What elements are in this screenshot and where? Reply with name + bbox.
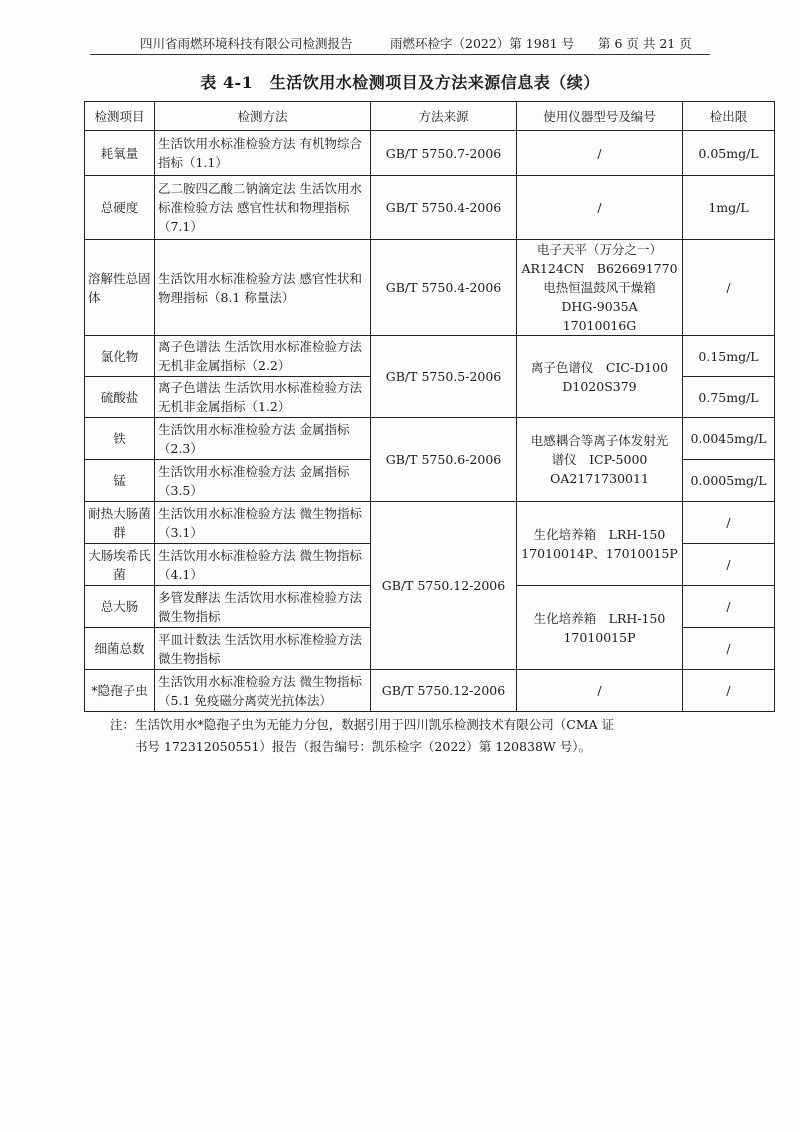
cell-source: GB/T 5750.12-2006 <box>371 502 517 670</box>
cell-limit: 0.15mg/L <box>683 336 775 377</box>
header-report-number: 雨燃环检字（2022）第 1981 号 <box>390 36 575 51</box>
cell-limit: / <box>683 586 775 628</box>
cell-instrument: / <box>517 176 683 240</box>
cell-item: *隐孢子虫 <box>85 670 155 712</box>
cell-item: 耗氧量 <box>85 131 155 176</box>
cell-method: 生活饮用水标准检验方法 金属指标（2.3） <box>155 418 371 460</box>
cell-method: 生活饮用水标准检验方法 有机物综合指标（1.1） <box>155 131 371 176</box>
cell-limit: / <box>683 544 775 586</box>
cell-method: 平皿计数法 生活饮用水标准检验方法 微生物指标 <box>155 628 371 670</box>
instrument-line: D1020S379 <box>562 378 637 394</box>
instrument-line: 生化培养箱 LRH-150 <box>533 610 666 626</box>
cell-method: 离子色谱法 生活饮用水标准检验方法 无机非金属指标（2.2） <box>155 336 371 377</box>
header-source: 方法来源 <box>371 102 517 131</box>
cell-item: 细菌总数 <box>85 628 155 670</box>
table-row <box>85 240 775 336</box>
instrument-line: 离子色谱仪 CIC-D100 <box>530 359 669 375</box>
table-row <box>85 336 775 377</box>
header-limit: 检出限 <box>683 102 775 131</box>
cell-instrument <box>517 502 683 586</box>
cell-item: 大肠埃希氏菌 <box>85 544 155 586</box>
instrument-line: 电热恒温鼓风干燥箱 <box>543 280 656 295</box>
cell-item: 铁 <box>85 418 155 460</box>
cell-instrument <box>517 336 683 418</box>
cell-source: GB/T 5750.5-2006 <box>371 336 517 418</box>
methods-table <box>84 101 775 712</box>
instrument-line: 电子天平（万分之一） <box>536 242 662 257</box>
cell-source: GB/T 5750.6-2006 <box>371 418 517 502</box>
instrument-line: DHG-9035A 17010016G <box>561 299 651 333</box>
header-method: 检测方法 <box>155 102 371 131</box>
cell-item: 锰 <box>85 460 155 502</box>
cell-limit: 0.0045mg/L <box>683 418 775 460</box>
table-row <box>85 131 775 176</box>
page-header <box>90 34 710 55</box>
cell-limit: 0.0005mg/L <box>683 460 775 502</box>
header-company: 四川省雨燃环境科技有限公司检测报告 <box>140 36 353 51</box>
cell-instrument <box>517 240 683 336</box>
cell-method: 离子色谱法 生活饮用水标准检验方法 无机非金属指标（1.2） <box>155 377 371 418</box>
cell-item: 氯化物 <box>85 336 155 377</box>
cell-method: 生活饮用水标准检验方法 微生物指标（4.1） <box>155 544 371 586</box>
table-row <box>85 670 775 712</box>
instrument-line: 17010015P <box>563 629 636 645</box>
cell-source: GB/T 5750.7-2006 <box>371 131 517 176</box>
cell-limit: / <box>683 670 775 712</box>
cell-limit: 0.05mg/L <box>683 131 775 176</box>
instrument-line: AR124CN B626691770 <box>521 261 678 276</box>
cell-source: GB/T 5750.4-2006 <box>371 240 517 336</box>
instrument-line: 谱仪 ICP-5000 <box>551 452 648 467</box>
cell-instrument: / <box>517 670 683 712</box>
cell-method: 多管发酵法 生活饮用水标准检验方法 微生物指标 <box>155 586 371 628</box>
cell-method: 生活饮用水标准检验方法 金属指标（3.5） <box>155 460 371 502</box>
cell-method: 乙二胺四乙酸二钠滴定法 生活饮用水标准检验方法 感官性状和物理指标（7.1） <box>155 176 371 240</box>
cell-item: 总大肠 <box>85 586 155 628</box>
cell-limit: / <box>683 240 775 336</box>
instrument-line: 电感耦合等离子体发射光 <box>530 433 669 448</box>
cell-limit: 0.75mg/L <box>683 377 775 418</box>
table-row <box>85 176 775 240</box>
cell-instrument: / <box>517 131 683 176</box>
note-line: 书号 172312050551）报告（报告编号：凯乐检字（2022）第 120838W 号）。 <box>135 739 591 754</box>
instrument-line: 生化培养箱 LRH-150 <box>533 526 666 542</box>
header-page-number: 第 6 页 共 21 页 <box>598 36 692 51</box>
cell-method: 生活饮用水标准检验方法 微生物指标（5.1 免疫磁分离荧光抗体法） <box>155 670 371 712</box>
cell-limit: 1mg/L <box>683 176 775 240</box>
cell-limit: / <box>683 502 775 544</box>
cell-item: 耐热大肠菌群 <box>85 502 155 544</box>
instrument-line: OA2171730011 <box>550 471 649 486</box>
table-row <box>85 418 775 460</box>
header-instrument: 使用仪器型号及编号 <box>517 102 683 131</box>
header-item: 检测项目 <box>85 102 155 131</box>
instrument-line: 17010014P、17010015P <box>521 545 678 561</box>
note-line: 注：生活饮用水*隐孢子虫为无能力分包，数据引用于四川凯乐检测技术有限公司（CMA 证 <box>110 717 615 732</box>
cell-item: 硫酸盐 <box>85 377 155 418</box>
cell-instrument <box>517 418 683 502</box>
cell-item: 溶解性总固体 <box>85 240 155 336</box>
cell-instrument <box>517 586 683 670</box>
cell-limit: / <box>683 628 775 670</box>
table-title: 表 4-1 生活饮用水检测项目及方法来源信息表（续） <box>200 73 600 92</box>
cell-item: 总硬度 <box>85 176 155 240</box>
table-note <box>110 714 730 758</box>
table-header-row <box>85 102 775 131</box>
table-row <box>85 502 775 544</box>
cell-source: GB/T 5750.4-2006 <box>371 176 517 240</box>
cell-method: 生活饮用水标准检验方法 微生物指标（3.1） <box>155 502 371 544</box>
cell-method: 生活饮用水标准检验方法 感官性状和物理指标（8.1 称量法） <box>155 240 371 336</box>
cell-source: GB/T 5750.12-2006 <box>371 670 517 712</box>
